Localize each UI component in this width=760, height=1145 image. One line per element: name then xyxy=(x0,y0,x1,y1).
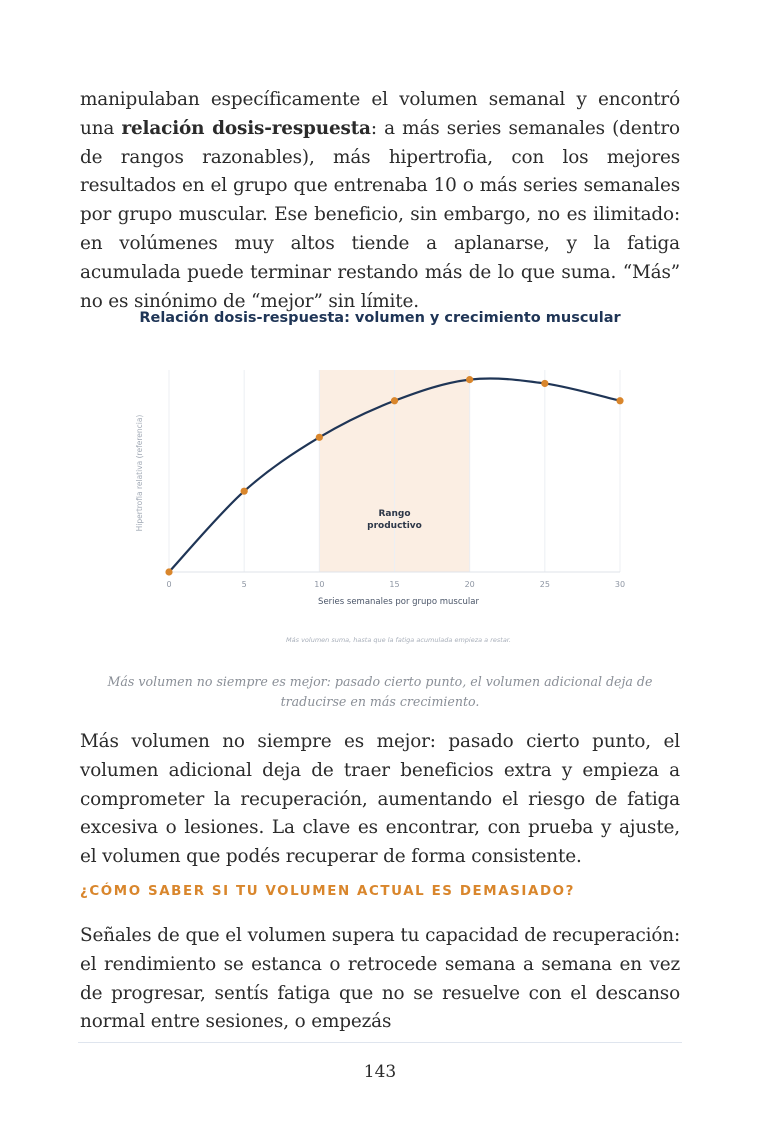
x-tick-label: 5 xyxy=(241,580,247,589)
x-tick-label: 25 xyxy=(539,580,550,589)
y-axis-label: Hipertrofia relativa (referencia) xyxy=(135,414,144,532)
paragraph-signals: Señales de que el volumen supera tu capacidad de recuperación: el rendimiento se estanca o retrocede semana a semana en vez de progresar, sentís fatiga que no se resuelve con el descanso normal entre sesiones, o empezás xyxy=(80,925,680,1033)
chart-title: Relación dosis-respuesta: volumen y crecimiento muscular xyxy=(139,310,621,326)
data-point xyxy=(316,434,323,441)
data-point xyxy=(466,376,473,383)
data-point xyxy=(616,397,623,404)
data-point xyxy=(241,488,248,495)
line-chart xyxy=(80,300,680,660)
data-point xyxy=(391,397,398,404)
page-number: 143 xyxy=(363,1062,397,1082)
paragraph-text: manipulaban específicamente el volumen semanal y encontró una xyxy=(80,89,680,139)
footer-divider xyxy=(78,1042,682,1043)
x-tick-label: 15 xyxy=(389,580,400,589)
x-tick-label: 10 xyxy=(314,580,325,589)
range-label-line1: Rango xyxy=(378,509,411,519)
data-point xyxy=(165,568,172,575)
x-tick-label: 0 xyxy=(166,580,172,589)
bold-term: relación dosis-respuesta xyxy=(121,117,371,139)
figure-caption: Más volumen no siempre es mejor: pasado cierto punto, el volumen adicional deja de traducirse en más crecimiento. xyxy=(107,674,653,709)
x-tick-label: 20 xyxy=(464,580,475,589)
paragraph-intro xyxy=(80,86,680,316)
paragraph-volume: Más volumen no siempre es mejor: pasado cierto punto, el volumen adicional deja de traer beneficios extra y empieza a comprometer la recuperación, aumentando el riesgo de fatiga excesiva o lesiones. La clave es encontrar, con prueba y ajuste, el volumen que podés recuperar de forma consistente. xyxy=(80,731,680,868)
paragraph-text: : a más series semanales (dentro de rangos razonables), más hipertrofia, con los mejores resultados en el grupo que entrenaba 10 o más series semanales por grupo muscular. Ese beneficio, sin embargo, no es ilimitado: en volúmenes muy altos tiende a aplanarse, y la fatiga acumulada puede terminar restando más de lo que suma. “Más” no es sinónimo de “mejor” sin límite. xyxy=(80,117,680,312)
chart-note: Más volumen suma, hasta que la fatiga acumulada empieza a restar. xyxy=(286,636,511,644)
chart-figure xyxy=(80,300,680,660)
x-axis-label: Series semanales por grupo muscular xyxy=(318,597,479,607)
data-point xyxy=(541,380,548,387)
x-tick-label: 30 xyxy=(614,580,626,589)
section-heading: ¿CÓMO SABER SI TU VOLUMEN ACTUAL ES DEMASIADO? xyxy=(80,884,576,899)
range-label-line2: productivo xyxy=(367,521,422,531)
